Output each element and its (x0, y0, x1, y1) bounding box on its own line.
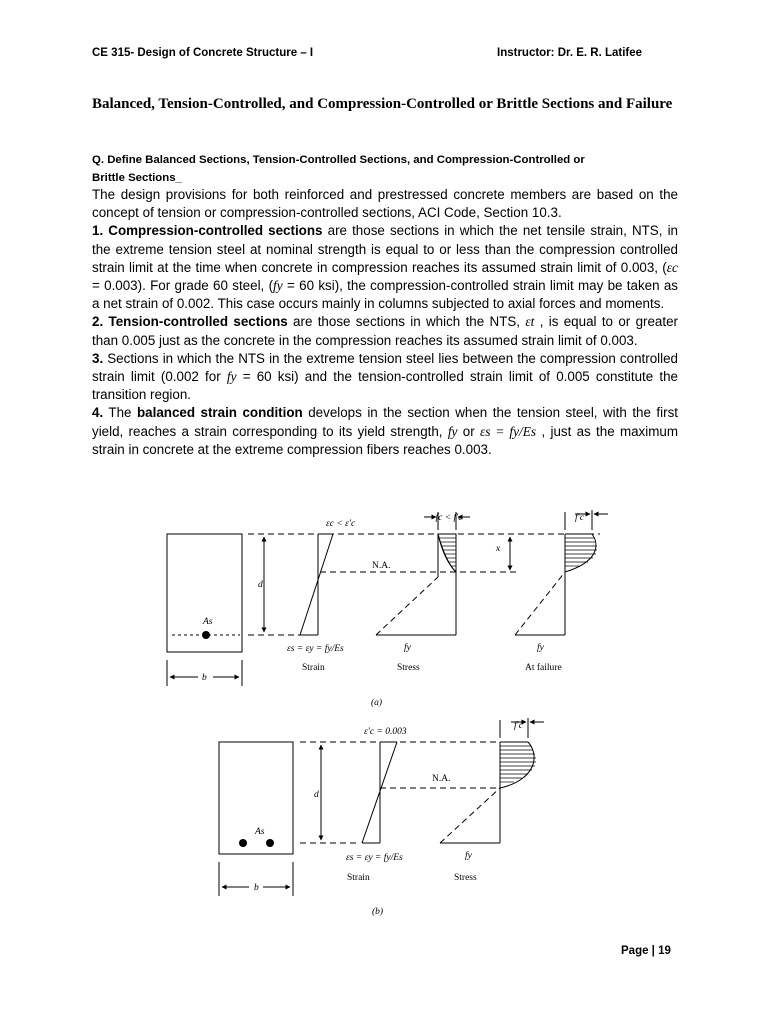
item4-es-symbol: εs = fy/Es (480, 423, 537, 439)
item4-text-0: The (103, 405, 137, 421)
fig-a-stress-dashed (376, 577, 438, 635)
fig-a-ec-label: εc < ε′c (326, 519, 356, 529)
item3-fy-symbol: fy (226, 369, 237, 385)
fig-a-x-label: x (496, 544, 501, 554)
fig-a-fy1-label: fy (404, 643, 411, 653)
course-header: CE 315- Design of Concrete Structure – I (92, 47, 314, 59)
item2-text-1: are those sections in which the NTS, (287, 314, 526, 330)
item2-term: Tension-controlled sections (108, 314, 288, 330)
fig-b-cross-section (219, 742, 293, 854)
fig-a-as-label: As (203, 617, 213, 627)
fig-b-ec-label: ε′c = 0.003 (364, 727, 407, 737)
figure-b-labels (254, 720, 524, 917)
fig-a-failure-dashed (515, 572, 565, 635)
question-line-1: Q. Define Balanced Sections, Tension-Controlled Sections, and Compression-Controlled or (92, 154, 585, 166)
fig-a-failure-hatch (565, 538, 597, 566)
item1-text-3: = 60 ksi), the compression-controlled strain limit may be taken as a net strain of 0.002. This case occurs mainly in columns subjected to axial forces and moments. (92, 278, 678, 312)
fig-a-fc-label: fc < f′c (435, 513, 463, 523)
figure-a (167, 510, 608, 686)
fig-b-stress-caption: Stress (454, 873, 477, 883)
fig-b-stress-dashed (440, 788, 500, 843)
fig-a-fy2-label: fy (537, 643, 544, 653)
item1-term: Compression-controlled sections (108, 223, 323, 239)
fig-b-strain-caption: Strain (347, 873, 370, 883)
fig-a-d-label: d (258, 580, 263, 590)
fig-b-na-label: N.A. (432, 774, 451, 784)
fig-a-stress-caption: Stress (397, 663, 420, 673)
fig-a-b-label: b (202, 673, 207, 683)
item1-fy-symbol: fy (273, 278, 283, 294)
fig-a-failure-caption: At failure (525, 663, 562, 673)
item2-et-symbol: εt (525, 314, 535, 330)
fig-b-b-label: b (254, 883, 259, 893)
fig-a-fpc-label: f′c (575, 513, 584, 523)
fig-b-stress-curve (500, 742, 534, 788)
item4-text-2: or (457, 423, 480, 439)
fig-b-es-label: εs = εy = fy/Es (346, 853, 403, 863)
fig-a-es-label: εs = εy = fy/Es (287, 644, 344, 654)
item1-ec-symbol: εc (666, 259, 678, 275)
item4-text-1: develops in the section when the tension steel, with the first yield, reaches a strain corresponding to its yield strength, (92, 405, 678, 439)
item4-text-3: , just as the maximum strain in concrete at the extreme compression fibers reaches 0.003. (92, 423, 678, 457)
fig-b-caption: (b) (372, 907, 384, 917)
item4-term: balanced strain condition (136, 405, 303, 421)
item1-text-2: = 0.003). For grade 60 steel, ( (92, 278, 274, 294)
fig-a-strain-caption: Strain (302, 663, 325, 673)
figure-b (219, 718, 544, 896)
item3-number: 3. (92, 350, 104, 366)
fig-a-caption: (a) (371, 698, 383, 708)
fig-b-steel-bar-1 (240, 840, 247, 847)
fig-b-as-label: As (255, 827, 265, 837)
item2-number: 2. (92, 314, 104, 330)
item4-number: 4. (92, 405, 104, 421)
item1-number: 1. (92, 223, 104, 239)
question-line-2: Brittle Sections_ (92, 172, 182, 184)
item1-text-1: are those sections in which the net tensile strain, NTS, in the extreme tension steel at nominal strength is equal to or less than the compression controlled strain limit at the time when concrete in compression reaches its assumed strain limit of 0.003, ( (92, 223, 678, 275)
fig-a-strain-line (300, 534, 333, 635)
page-number: Page | 19 (621, 945, 671, 957)
intro-paragraph: The design provisions for both reinforced and prestressed concrete members are based on the concept of tension or compression-controlled sections, ACI Code, Section 10.3. (92, 187, 678, 221)
item2-text-2: , is equal to or greater than 0.005 just as the concrete in the compression reaches its assumed strain limit of 0.003. (92, 314, 678, 348)
fig-b-d-label: d (314, 790, 319, 800)
fig-b-fy-label: fy (465, 851, 472, 861)
item3-text-2: = 60 ksi) and the tension-controlled strain limit of 0.005 constitute the transition region. (92, 369, 678, 403)
fig-b-stress-hatch (500, 746, 536, 782)
item4-fy-symbol: fy (447, 423, 458, 439)
item3-text-1: Sections in which the NTS in the extreme tension steel lies between the compression controlled strain limit (0.002 for (92, 350, 678, 385)
figure-a-labels (202, 512, 585, 708)
fig-b-steel-bar-2 (267, 840, 274, 847)
fig-b-fpc-label: f′c (514, 721, 523, 731)
fig-a-na-label: N.A. (372, 561, 391, 571)
section-title: Balanced, Tension-Controlled, and Compression-Controlled or Brittle Sections and Failure (92, 96, 673, 112)
instructor-header: Instructor: Dr. E. R. Latifee (497, 47, 643, 59)
